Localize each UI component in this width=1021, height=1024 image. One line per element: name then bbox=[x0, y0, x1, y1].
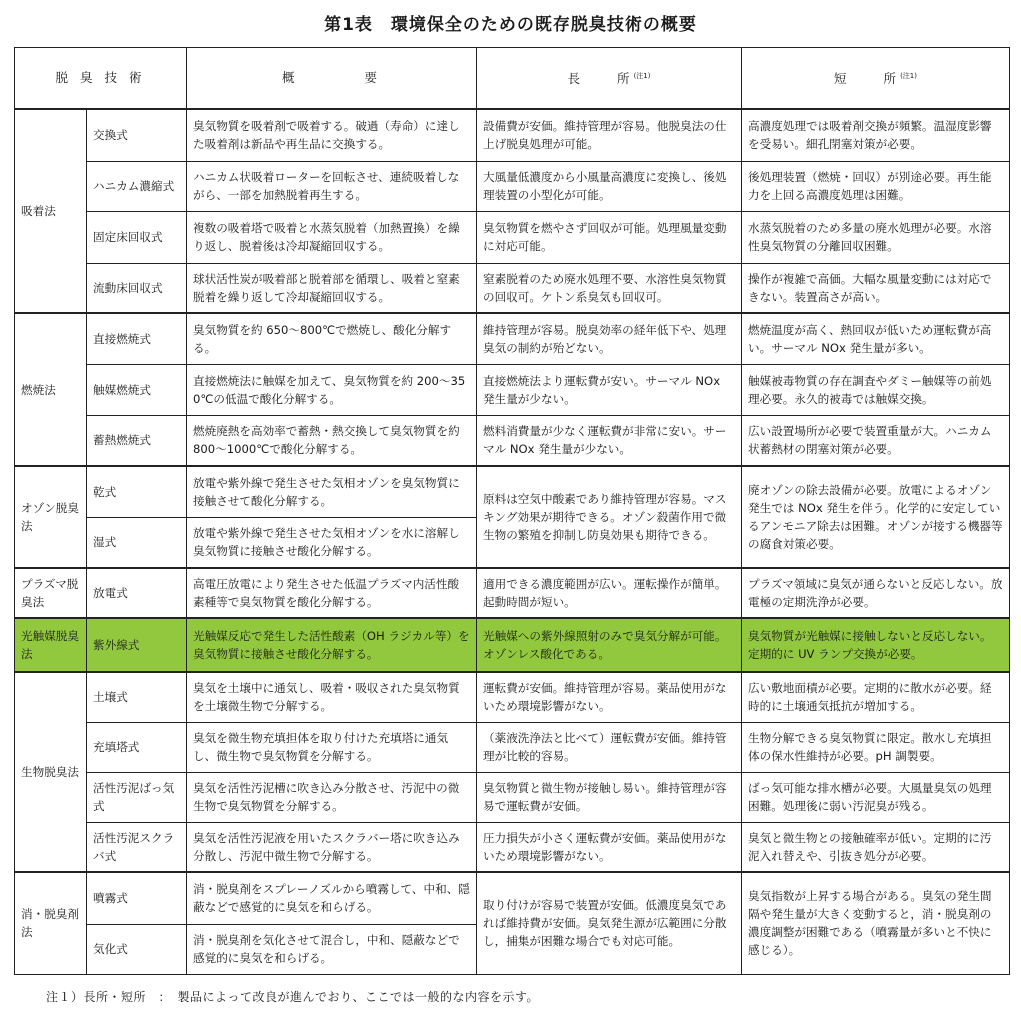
demerit-cell: 水蒸気脱着のため多量の廃水処理が必要。水溶性臭気物質の分離回収困難。 bbox=[742, 211, 1010, 263]
summary-cell: 臭気を活性汚泥液を用いたスクラバー塔に吹き込み分散し、汚泥中微生物で分解する。 bbox=[187, 822, 477, 872]
summary-cell: 球状活性炭が吸着部と脱着部を循環し、吸着と窒素脱着を繰り返して冷却凝縮回収する。 bbox=[187, 263, 477, 313]
header-demerit: 短 所$^{(注1)}$ bbox=[742, 48, 1010, 110]
subtype-cell: 交換式 bbox=[87, 109, 187, 161]
table-row bbox=[15, 772, 1010, 822]
subtype-cell: 放電式 bbox=[87, 568, 187, 618]
deodorization-table bbox=[14, 47, 1010, 975]
demerit-cell: 後処理装置（燃焼・回収）が別途必要。再生能力を上回る高濃度処理は困難。 bbox=[742, 161, 1010, 211]
demerit-cell: 燃焼温度が高く、熱回収が低いため運転費が高い。サーマル NOx 発生量が多い。 bbox=[742, 313, 1010, 364]
subtype-cell: 乾式 bbox=[87, 466, 187, 517]
summary-cell: 臭気を土壌中に通気し、吸着・吸収された臭気物質を土壌微生物で分解する。 bbox=[187, 672, 477, 722]
subtype-cell: 噴霧式 bbox=[87, 872, 187, 924]
demerit-cell: 操作が複雑で高価。大幅な風量変動には対応できない。装置高さが高い。 bbox=[742, 263, 1010, 313]
subtype-cell: ハニカム濃縮式 bbox=[87, 161, 187, 211]
demerit-cell: 触媒被毒物質の存在調査やダミー触媒等の前処理必要。永久的被毒では触媒交換。 bbox=[742, 364, 1010, 415]
summary-cell: 直接燃焼法に触媒を加えて、臭気物質を約 200～350℃の低温で酸化分解する。 bbox=[187, 364, 477, 415]
subtype-cell: 触媒燃焼式 bbox=[87, 364, 187, 415]
summary-cell: 放電や紫外線で発生させた気相オゾンを水に溶解し臭気物質に接触させ酸化分解する。 bbox=[187, 517, 477, 568]
merit-cell: 光触媒への紫外線照射のみで臭気分解が可能。オゾンレス酸化である。 bbox=[477, 618, 742, 672]
table-row bbox=[15, 161, 1010, 211]
subtype-cell: 蓄熱燃焼式 bbox=[87, 415, 187, 466]
category-cell: 生物脱臭法 bbox=[15, 672, 87, 872]
demerit-cell: プラズマ領域に臭気が通らないと反応しない。放電極の定期洗浄が必要。 bbox=[742, 568, 1010, 618]
table-row bbox=[15, 872, 1010, 924]
summary-cell: 複数の吸着塔で吸着と水蒸気脱着（加熱置換）を繰り返し、脱着後は冷却凝縮回収する。 bbox=[187, 211, 477, 263]
table-row bbox=[15, 568, 1010, 618]
category-cell: 消・脱臭剤法 bbox=[15, 872, 87, 974]
subtype-cell: 直接燃焼式 bbox=[87, 313, 187, 364]
summary-cell: 放電や紫外線で発生させた気相オゾンを臭気物質に接触させて酸化分解する。 bbox=[187, 466, 477, 517]
subtype-cell: 紫外線式 bbox=[87, 618, 187, 672]
subtype-cell: 湿式 bbox=[87, 517, 187, 568]
table-row bbox=[15, 466, 1010, 517]
demerit-cell: 高濃度処理では吸着剤交換が頻繁。温湿度影響を受易い。細孔閉塞対策が必要。 bbox=[742, 109, 1010, 161]
merit-cell: 臭気物質と微生物が接触し易い。維持管理が容易で運転費が安価。 bbox=[477, 772, 742, 822]
table-row bbox=[15, 211, 1010, 263]
merit-cell: 窒素脱着のため廃水処理不要、水溶性臭気物質の回収可。ケトン系臭気も回収可。 bbox=[477, 263, 742, 313]
table-row bbox=[15, 415, 1010, 466]
table-row bbox=[15, 364, 1010, 415]
summary-cell: 光触媒反応で発生した活性酸素（OH ラジカル等）を臭気物質に接触させ酸化分解する。 bbox=[187, 618, 477, 672]
merit-cell: 圧力損失が小さく運転費が安価。薬品使用がないため環境影響がない。 bbox=[477, 822, 742, 872]
table-row bbox=[15, 672, 1010, 722]
subtype-cell: 充填塔式 bbox=[87, 722, 187, 772]
category-cell: オゾン脱臭法 bbox=[15, 466, 87, 568]
subtype-cell: 活性汚泥ばっ気式 bbox=[87, 772, 187, 822]
category-cell: 光触媒脱臭法 bbox=[15, 618, 87, 672]
table-row bbox=[15, 822, 1010, 872]
table-row bbox=[15, 109, 1010, 161]
demerit-cell: 広い敷地面積が必要。定期的に散水が必要。経時的に土壌通気抵抗が増加する。 bbox=[742, 672, 1010, 722]
category-cell: 燃焼法 bbox=[15, 313, 87, 466]
demerit-cell: 広い設置場所が必要で装置重量が大。ハニカム状蓄熱材の閉塞対策が必要。 bbox=[742, 415, 1010, 466]
demerit-cell: 生物分解できる臭気物質に限定。散水し充填担体の保水性維持が必要。pH 調製要。 bbox=[742, 722, 1010, 772]
category-cell: 吸着法 bbox=[15, 109, 87, 313]
subtype-cell: 活性汚泥スクラバ式 bbox=[87, 822, 187, 872]
merit-cell: （薬液洗浄法と比べて）運転費が安価。維持管理が比較的容易。 bbox=[477, 722, 742, 772]
subtype-cell: 固定床回収式 bbox=[87, 211, 187, 263]
summary-cell: 臭気物質を吸着剤で吸着する。破過（寿命）に達した吸着剤は新品や再生品に交換する。 bbox=[187, 109, 477, 161]
summary-cell: 燃焼廃熱を高効率で蓄熱・熱交換して臭気物質を約 800～1000℃で酸化分解する。 bbox=[187, 415, 477, 466]
table-row bbox=[15, 263, 1010, 313]
demerit-cell: 臭気指数が上昇する場合がある。臭気の発生間隔や発生量が大きく変動すると，消・脱臭剤の濃度調整が困難である（噴霧量が多いと不快に感じる）。 bbox=[742, 872, 1010, 974]
table-row bbox=[15, 722, 1010, 772]
merit-cell: 直接燃焼法より運転費が安い。サーマル NOx 発生量が少ない。 bbox=[477, 364, 742, 415]
merit-cell: 適用できる濃度範囲が広い。運転操作が簡単。起動時間が短い。 bbox=[477, 568, 742, 618]
summary-cell: 消・脱臭剤をスプレーノズルから噴霧して、中和、隠蔽などで感覚的に臭気を和らげる。 bbox=[187, 872, 477, 924]
merit-cell: 設備費が安価。維持管理が容易。他脱臭法の仕上げ脱臭処理が可能。 bbox=[477, 109, 742, 161]
subtype-cell: 流動床回収式 bbox=[87, 263, 187, 313]
merit-cell: 維持管理が容易。脱臭効率の経年低下や、処理臭気の制約が殆どない。 bbox=[477, 313, 742, 364]
table-title: 第1表 環境保全のための既存脱臭技術の概要 bbox=[324, 15, 697, 35]
summary-cell: 臭気を微生物充填担体を取り付けた充填塔に通気し、微生物で臭気物質を分解する。 bbox=[187, 722, 477, 772]
header-summary: 概 要 bbox=[187, 48, 477, 110]
subtype-cell: 気化式 bbox=[87, 924, 187, 974]
footnote: 注１）長所・短所 ： 製品によって改良が進んでおり、ここでは一般的な内容を示す。 bbox=[46, 990, 540, 1004]
merit-cell: 運転費が安価。維持管理が容易。薬品使用がないため環境影響がない。 bbox=[477, 672, 742, 722]
summary-cell: 消・脱臭剤を気化させて混合し，中和、隠蔽などで感覚的に臭気を和らげる。 bbox=[187, 924, 477, 974]
summary-cell: 高電圧放電により発生させた低温プラズマ内活性酸素種等で臭気物質を酸化分解する。 bbox=[187, 568, 477, 618]
demerit-cell: 臭気物質が光触媒に接触しないと反応しない。定期的に UV ランプ交換が必要。 bbox=[742, 618, 1010, 672]
subtype-cell: 土壌式 bbox=[87, 672, 187, 722]
demerit-cell: 廃オゾンの除去設備が必要。放電によるオゾン発生では NOx 発生を伴う。化学的に安定しているアンモニア除去は困難。オゾンが接する機器等の腐食対策必要。 bbox=[742, 466, 1010, 568]
summary-cell: 臭気物質を約 650～800℃で燃焼し、酸化分解する。 bbox=[187, 313, 477, 364]
summary-cell: 臭気を活性汚泥槽に吹き込み分散させ、汚泥中の微生物で臭気物質を分解する。 bbox=[187, 772, 477, 822]
highlighted-row bbox=[15, 618, 1010, 672]
demerit-cell: 臭気と微生物との接触確率が低い。定期的に汚泥入れ替えや、引抜き処分が必要。 bbox=[742, 822, 1010, 872]
header-method: 脱 臭 技 術 bbox=[15, 48, 187, 110]
table-row bbox=[15, 313, 1010, 364]
merit-cell: 燃料消費量が少なく運転費が非常に安い。サーマル NOx 発生量が少ない。 bbox=[477, 415, 742, 466]
demerit-cell: ばっ気可能な排水槽が必要。大風量臭気の処理困難。処理後に弱い汚泥臭が残る。 bbox=[742, 772, 1010, 822]
merit-cell: 大風量低濃度から小風量高濃度に変換し、後処理装置の小型化が可能。 bbox=[477, 161, 742, 211]
category-cell: プラズマ脱臭法 bbox=[15, 568, 87, 618]
summary-cell: ハニカム状吸着ローターを回転させ、連続吸着しながら、一部を加熱脱着再生する。 bbox=[187, 161, 477, 211]
merit-cell: 原料は空気中酸素であり維持管理が容易。マスキング効果が期待できる。オゾン殺菌作用で微生物の繁殖を抑制し防臭効果も期待できる。 bbox=[477, 466, 742, 568]
merit-cell: 臭気物質を燃やさず回収が可能。処理風量変動に対応可能。 bbox=[477, 211, 742, 263]
header-merit: 長 所$^{(注1)}$ bbox=[477, 48, 742, 110]
merit-cell: 取り付けが容易で装置が安価。低濃度臭気であれば維持費が安価。臭気発生源が広範囲に分散し，捕集が困難な場合でも対応可能。 bbox=[477, 872, 742, 974]
